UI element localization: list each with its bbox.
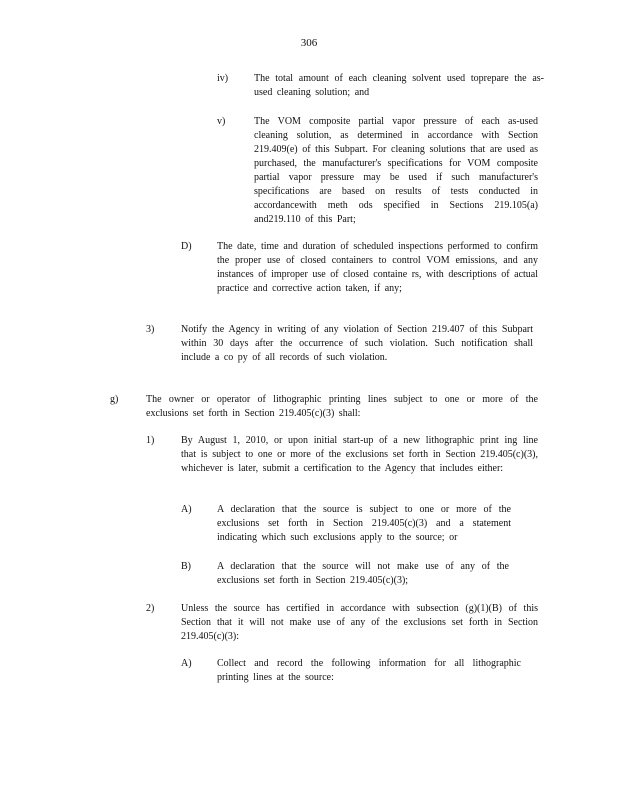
- item-text: A declaration that the source is subject to one or more of the exclusions set forth in Section 219.405(c)(3) and a statement indicating which such exclusions apply to the source; or: [217, 504, 511, 543]
- item-text: Notify the Agency in writing of any violation of Section 219.407 of this Subpart within 30 days after the occurrence of such violation. Such notification shall include a co py of all records of such violation.: [181, 324, 533, 363]
- item-label: 3): [146, 324, 155, 335]
- item-label: 2): [146, 603, 155, 614]
- item-text: The total amount of each cleaning solvent used toprepare the as-used cleaning solution; and: [254, 73, 544, 98]
- item-label: 1): [146, 435, 155, 446]
- page-number: 306: [300, 37, 318, 49]
- item-text: The date, time and duration of scheduled inspections performed to confirm the proper use of closed containers to control VOM emissions, and any instances of improper use of closed containe rs, with descriptions of actual practice and corrective action taken, if any;: [217, 241, 538, 294]
- item-label: iv): [217, 73, 229, 84]
- item-label: A): [181, 504, 192, 515]
- item-text: Collect and record the following information for all lithographic printing lines at the source:: [217, 658, 521, 683]
- item-text: Unless the source has certified in accordance with subsection (g)(1)(B) of this Section that it will not make use of any of the exclusions set forth in Section 219.405(c)(3):: [181, 603, 538, 642]
- item-label: B): [181, 561, 191, 572]
- item-text: A declaration that the source will not make use of any of the exclusions set forth in Section 219.405(c)(3);: [217, 561, 509, 586]
- item-label: g): [110, 394, 119, 405]
- item-label: D): [181, 241, 192, 252]
- item-text: By August 1, 2010, or upon initial start-up of a new lithographic print ing line that is subject to one or more of the exclusions set forth in Section 219.405(c)(3), whichever is later, submit a certification to the Agency that includes either:: [181, 435, 538, 474]
- item-text: The owner or operator of lithographic printing lines subject to one or more of the exclusions set forth in Section 219.405(c)(3) shall:: [146, 394, 538, 419]
- item-label: A): [181, 658, 192, 669]
- item-text: The VOM composite partial vapor pressure of each as-used cleaning solution, as determined in accordance with Section 219.409(e) of this Subpart. For cleaning solutions that are used as purchased, the manufacturer's specifications for VOM composite partial vapor pressure may be used if such manufacturer's specifications are based on results of tests conducted in accordancewith meth ods specified in Sections 219.105(a) and219.110 of this Part;: [254, 116, 538, 225]
- item-label: v): [217, 116, 226, 127]
